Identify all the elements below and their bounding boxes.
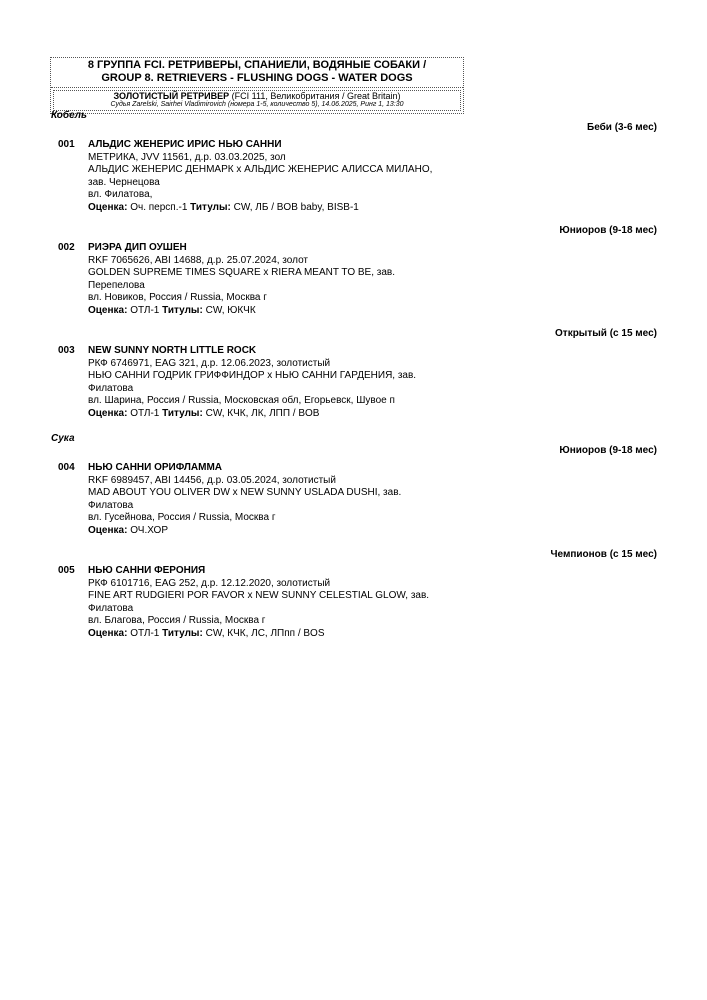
- entry-001: [58, 139, 478, 214]
- entry-003: [58, 345, 478, 420]
- titles-value: CW, КЧК, ЛС, ЛПпп / BOS: [202, 627, 325, 639]
- registration: RKF 7065626, ABI 14688, д.р. 25.07.2024, золот: [88, 254, 308, 266]
- result-line: [88, 628, 478, 641]
- dog-name: РИЭРА ДИП ОУШЕН: [88, 242, 187, 253]
- owner: вл. Новиков, Россия / Russia, Москва г: [88, 292, 267, 303]
- registration: RKF 6989457, ABI 14456, д.р. 03.05.2024, золотистый: [88, 474, 336, 486]
- breed-box: [53, 90, 461, 111]
- entry-number: 005: [58, 565, 75, 576]
- entry-number: 001: [58, 139, 75, 150]
- entry-body: [88, 565, 478, 640]
- dog-name: НЬЮ САННИ ФЕРОНИЯ: [88, 565, 206, 576]
- owner: вл. Благова, Россия / Russia, Москва г: [88, 615, 266, 626]
- sex-heading-female: Сука: [51, 433, 75, 444]
- titles-value: CW, КЧК, ЛК, ЛПП / BOB: [202, 407, 320, 419]
- registration: РКФ 6101716, EAG 252, д.р. 12.12.2020, золотистый: [88, 577, 331, 589]
- grade-label: Оценка:: [88, 407, 128, 419]
- judge-line: Судья Zarelski, Sairhei Vladimirovich (номера 1-5, количество 5), 14.06.2025, Ринг 1, 13:30: [110, 101, 404, 108]
- parents: MAD ABOUT YOU OLIVER DW x NEW SUNNY USLADA DUSHI, зав.: [88, 487, 402, 498]
- result-line: [88, 525, 478, 538]
- grade-value: ОТЛ-1: [127, 627, 163, 639]
- parents: GOLDEN SUPREME TIMES SQUARE x RIERA MEANT TO BE, зав.: [88, 267, 396, 278]
- breeder: Филатова: [88, 499, 134, 511]
- grade-value: ОЧ.ХОР: [127, 524, 169, 536]
- class-heading-baby: Беби (3-6 мес): [587, 122, 657, 133]
- result-line: [88, 408, 478, 421]
- breed-line: [56, 91, 458, 101]
- group-title-en: GROUP 8. RETRIEVERS - FLUSHING DOGS - WATER DOGS: [101, 72, 413, 84]
- group-title-ru: 8 ГРУППА FCI. РЕТРИВЕРЫ, СПАНИЕЛИ, ВОДЯНЫЕ СОБАКИ /: [87, 59, 427, 71]
- titles-label: Титулы:: [162, 627, 203, 639]
- registration: РКФ 6746971, EAG 321, д.р. 12.06.2023, золотистый: [88, 357, 331, 369]
- entry-004: [58, 462, 478, 537]
- parents: FINE ART RUDGIERI POR FAVOR x NEW SUNNY CELESTIAL GLOW, зав.: [88, 590, 430, 601]
- titles-label: Титулы:: [190, 201, 231, 213]
- result-line: [88, 305, 478, 318]
- grade-label: Оценка:: [88, 524, 128, 536]
- result-line: [88, 202, 478, 215]
- owner: вл. Филатова,: [88, 189, 153, 200]
- dog-name: АЛЬДИС ЖЕНЕРИС ИРИС НЬЮ САННИ: [88, 139, 282, 150]
- titles-label: Титулы:: [162, 407, 203, 419]
- dog-name: НЬЮ САННИ ОРИФЛАММА: [88, 462, 223, 473]
- entry-body: [88, 242, 478, 317]
- breeder: зав. Чернецова: [88, 176, 160, 188]
- grade-value: Оч. персп.-1: [127, 201, 191, 213]
- parents: АЛЬДИС ЖЕНЕРИС ДЕНМАРК x АЛЬДИС ЖЕНЕРИС АЛИССА МИЛАНО,: [88, 164, 433, 175]
- parents: НЬЮ САННИ ГОДРИК ГРИФФИНДОР x НЬЮ САННИ ГАРДЕНИЯ, зав.: [88, 370, 417, 381]
- titles-value: CW, ЛБ / BOB baby, BISB-1: [230, 201, 359, 213]
- breed-info: (FCI 111, Великобритания / Great Britain): [229, 91, 401, 101]
- class-heading-junior: Юниоров (9-18 мес): [559, 445, 657, 456]
- grade-value: ОТЛ-1: [127, 304, 163, 316]
- grade-label: Оценка:: [88, 304, 128, 316]
- entry-body: [88, 345, 478, 420]
- entry-005: [58, 565, 478, 640]
- titles-label: Титулы:: [162, 304, 203, 316]
- entry-body: [88, 139, 478, 214]
- entry-body: [88, 462, 478, 537]
- sex-heading-male: Кобель: [51, 110, 87, 121]
- breeder: Перепелова: [88, 279, 145, 291]
- entry-number: 003: [58, 345, 75, 356]
- class-heading-champion: Чемпионов (с 15 мес): [550, 549, 657, 560]
- group-title: [51, 58, 463, 88]
- catalog-header: [50, 57, 464, 114]
- class-heading-open: Открытый (с 15 мес): [555, 328, 657, 339]
- owner: вл. Шарина, Россия / Russia, Московская обл, Егорьевск, Шувое п: [88, 395, 395, 406]
- grade-label: Оценка:: [88, 627, 128, 639]
- class-heading-junior: Юниоров (9-18 мес): [559, 225, 657, 236]
- dog-name: NEW SUNNY NORTH LITTLE ROCK: [88, 345, 257, 356]
- registration: МЕТРИКА, JVV 11561, д.р. 03.03.2025, зол: [88, 151, 286, 163]
- entry-002: [58, 242, 478, 317]
- breed-name: ЗОЛОТИСТЫЙ РЕТРИВЕР: [113, 91, 230, 101]
- grade-label: Оценка:: [88, 201, 128, 213]
- owner: вл. Гусейнова, Россия / Russia, Москва г: [88, 512, 276, 523]
- breeder: Филатова: [88, 382, 134, 394]
- entry-number: 002: [58, 242, 75, 253]
- titles-value: CW, ЮКЧК: [202, 304, 256, 316]
- entry-number: 004: [58, 462, 75, 473]
- grade-value: ОТЛ-1: [127, 407, 163, 419]
- breeder: Филатова: [88, 602, 134, 614]
